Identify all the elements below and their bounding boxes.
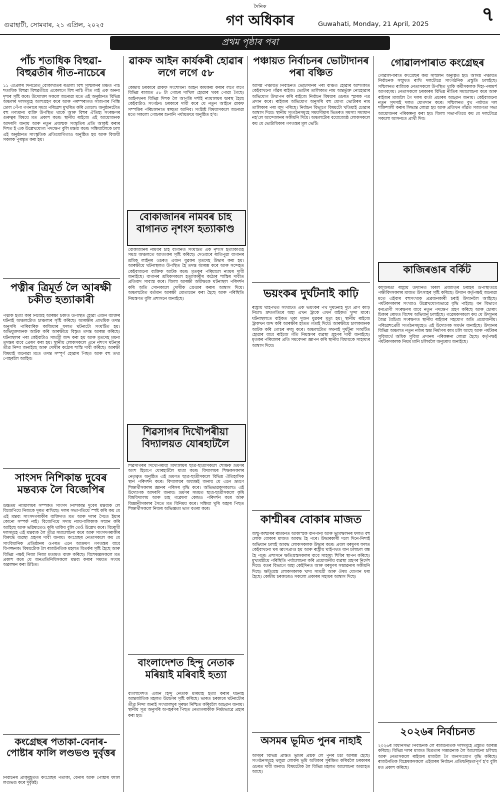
column-1 (0, 56, 124, 792)
article-bihu-body: ১১ এপ্ৰিলৰ দিনটোত বোকাখাতৰ ৰঙালী বিহু সন্মিলনৰ মঞ্চত পাঁচ শতাধিক বিহুৱা বিহুৱতীয়ে একেলগে বিহু নাচি গীত গাই এক অনন্য দৃশ্যৰ সৃষ্টি কৰে। উদ্যোক্তা সকলে জনোৱা মতে এই অনুষ্ঠানত বিভিন্ন অঞ্চলৰ দলসমূহে অংশগ্ৰহণ কৰে আৰু পৰম্পৰাগত সাজপাৰ পিন্ধি ঢোল পেঁপা গগনাৰে সমগ্ৰ পৰিৱেশ মুখৰিত কৰি তোলে। অনুষ্ঠানটোত বহু গণ্যমান্য ব্যক্তি উপস্থিত থাকে আৰু বিহুৰ ঐতিহ্য সংৰক্ষণৰ গুৰুত্বৰ বিষয়ে মত প্ৰকাশ কৰে। স্থানীয় ৰাইজে এই আয়োজনক আদৰণি জনায় আৰু নতুন প্ৰজন্মক সংস্কৃতিৰ প্ৰতি আকৃষ্ট কৰাৰ দিশত ই এক উল্লেখযোগ্য পদক্ষেপ বুলি মন্তব্য কৰে। সন্ধিয়ালৈকে চলা এই অনুষ্ঠানত সাংস্কৃতিক প্ৰতিযোগিতাও অনুষ্ঠিত হয় আৰু বিজয়ী সকলক পুৰস্কৃত কৰা হয়। (3, 84, 120, 144)
masthead-date-assamese: গুৱাহাটী, সোমবাৰ, ২১ এপ্ৰিল, ২০২৫ (4, 21, 105, 29)
article-bangladesh-body: বাংলাদেশত এজন হিন্দু নেতাক মৰিয়াই হত্যা কৰাৰ ঘটনাই আন্তৰ্জাতিক মহলত উদ্বেগৰ সৃষ্টি কৰিছে। ভাৰত চৰকাৰে ঘটনাটোৰ তীব্ৰ নিন্দা জনাই সংখ্যালঘুৰ সুৰক্ষা নিশ্চিত কৰিবলৈ আহ্বান জনায়। স্থানীয় সূত্ৰ অনুসৰি অপহৰণৰ পিছত নেতাগৰাকীক নিৰ্মমভাৱে প্ৰহাৰ কৰা হয়। (128, 692, 244, 719)
article-goalpara-body: গোৱালপাৰাত কংগ্ৰেছৰ কৰ্মী সন্মিলন অনুষ্ঠিত হয়। আসন্ন পঞ্চায়ত নিৰ্বাচনক সন্মুখত ৰাখি দলটোৱে সাংগঠনিক প্ৰস্তুতি চলাইছে। সন্মিলনত ৰাজ্যিক নেতাসকলে উপস্থিত থাকি কৰ্মীসকলক দিহা-পৰামৰ্শ আগবঢ়ায়। নেতাসকলে চৰকাৰৰ বিভিন্ন নীতিৰ সমালোচনা কৰে আৰু ৰাইজৰ মাজলৈ গৈ দলৰ বাৰ্তা প্ৰচাৰৰ আহ্বান জনায়। কেইবাজনো নতুন সদস্যই দলত যোগদান কৰে। সন্মিলনত বুথ পৰ্যায়ত দল শক্তিশালী কৰাৰ সিদ্ধান্ত লোৱা হয় আৰু প্ৰতিখন গাঁৱত সজাগতা সভা আয়োজনৰ পৰিকল্পনা কৰা হয়। জিলা সভাপতিয়ে কয় যে দলটোৱে সকলো আসনতে প্ৰাৰ্থী দিব। (378, 74, 497, 123)
article-wife-murder-body: পত্নীক হত্যা কৰি নিজেই আৰক্ষী চকীত উপস্থিত হোৱা এজন ব্যক্তিৰ ঘটনাই অঞ্চলটোত চাঞ্চল্যৰ সৃষ্টি কৰিছে। আৰক্ষীৰ প্ৰাথমিক তদন্ত অনুসৰি পাৰিবাৰিক কাজিয়াৰ ফলত ঘটনাটো সংঘটিত হয়। অভিযুক্তজনক আটক কৰি আৰক্ষীয়ে বিস্তৃত তদন্ত আৰম্ভ কৰিছে। ঘটনাস্থলৰ পৰা কেইবাটাও সামগ্ৰী জব্দ কৰা হয় আৰু মৃতদেহ ময়না তদন্তৰ বাবে প্ৰেৰণ কৰা হয়। স্থানীয় লোকসকলে এনে নৃশংস ঘটনাৰ তীব্ৰ নিন্দা জনাইছে আৰু দোষীৰ কঠোৰ শাস্তি দাবী কৰিছে। আৰক্ষী বিষয়াই জনোৱা মতে তদন্ত সম্পূৰ্ণ হোৱাৰ পিছত আৰু বহু তথ্য পোহৰলৈ আহিব। (3, 314, 120, 363)
newspaper-name: গণ অধিকাৰ (225, 13, 295, 29)
headline-road-accident: ভয়ংকৰ দুৰ্ঘটনাই কাঢ়ি (263, 287, 359, 300)
divider (252, 282, 370, 283)
headline-kashmir-mud: কাশ্মীৰৰ বোকাৰ মাজত (260, 513, 362, 526)
masthead-tagline: দৈনিক (253, 4, 267, 10)
divider (378, 722, 497, 723)
article-assam-land-body: অসমৰ বিভিন্ন প্ৰান্তত ভূমিৰ প্ৰশ্নক লৈ পুনৰ চৰ্চা আৰম্ভ হৈছে। সংগঠনসমূহে থলুৱা লোকৰ ভূমি অধিকাৰ সুৰক্ষিত কৰিবলৈ চৰকাৰৰ ওচৰত দাবী জনায়। বিষয়টোক লৈ বিভিন্ন মহলত আলোচনা অব্যাহত আছে। (252, 754, 370, 776)
section-banner: প্ৰথম পৃষ্ঠাৰ পৰা (110, 36, 390, 50)
headline-sivasagar-school: শিৱসাগৰ দিখৌপৰীয়া বিদ্যালয়ত যোৰহাটলৈ (141, 427, 230, 450)
headline-wife-murder: পত্নীৰ ত্ৰিমূৰ্ত লৈ আৰক্ষী চকীত হত্যাকাৰী (10, 282, 112, 307)
article-bokajan-body: বোকাজানৰ নামবৰ চাহ বাগানত সংঘটিত এক নৃশংস হত্যাকাণ্ডই সমগ্ৰ অঞ্চলতে আতংকৰ সৃষ্টি কৰিছে। দেওবাৰে ৰাতিপুৱা বাগানৰ শ্ৰমিক লাইনৰ ওচৰত এজন যুৱকৰ মৃতদেহ উদ্ধাৰ কৰা হয়। আৰক্ষীয়ে ঘটনাস্থলত উপস্থিত হৈ তদন্ত আৰম্ভ কৰে আৰু সন্দেহত কেইবাজনো ব্যক্তিক আটক কৰে। মৃতকৰ পৰিয়ালে ন্যায়ৰ দাবী জনাইছে। বাগানৰ শ্ৰমিকসকলে হত্যাকাৰীৰ কঠোৰ শাস্তিৰ দাবীত প্ৰতিবাদ সাব্যস্ত কৰে। জিলা আৰক্ষী অধীক্ষকে ঘটনাস্থল পৰিদৰ্শন কৰি অতি সোনকালে দোষীক গ্ৰেপ্তাৰ কৰাৰ আশ্বাস দিয়ে। অঞ্চলটোত বৰ্তমান আৰক্ষী মোতায়েন কৰা হৈছে আৰু পৰিস্থিতি নিয়ন্ত্ৰণত বুলি প্ৰশাসনে জনাইছে। (128, 248, 244, 302)
article-kaziranga-body: কাজিৰঙা ৰাষ্ট্ৰীয় উদ্যানত বিৰল প্ৰজাতিৰ চৰাইৰ উপস্থিতিয়ে পক্ষীবিদসকলৰ মাজত উৎসাহৰ সৃষ্টি কৰিছে। উদ্যান কৰ্তৃপক্ষই জনোৱা মতে এইবাৰ বহুসংখ্যক প্ৰব্ৰজনকাৰী চৰাই উদ্যানলৈ আহিছে। পৰ্যটকসকলৰ সংখ্যাও উল্লেখযোগ্যভাৱে বৃদ্ধি পাইছে। বন বিভাগে বন্যপ্ৰাণী সংৰক্ষণৰ বাবে নতুন পদক্ষেপ গ্ৰহণ কৰিছে আৰু চোৰাং চিকাৰ ৰোধত বিশেষ অভিযান চলাইছে। গৱেষকসকলে কয় যে উদ্যানৰ জৈৱ বৈচিত্ৰ্য সংৰক্ষণত স্থানীয় ৰাইজৰ সহযোগ অতি প্ৰয়োজনীয়। পৰিৱেশপ্ৰেমী সংগঠনসমূহেও এই উদ্যোগক সমৰ্থন জনাইছে। উদ্যানৰ বিভিন্ন অঞ্চলত নতুন নজৰ স্তম্ভ নিৰ্মাণৰ কাম চলি আছে আৰু পৰ্যটকৰ সুবিধাৰ্থে অধিক সুবিধা প্ৰদানৰ পৰিকল্পনা লোৱা হৈছে। কৰ্তৃপক্ষই পৰ্যটকসকলক নিয়ম মানি চলিবলৈ অনুৰোধ জনাইছে। (378, 286, 497, 346)
headline-waqf-law: ৱাকফ আইন কাৰ্যকৰী হোৱাৰ লগে লগে ৫৮ (128, 56, 244, 79)
divider (3, 734, 120, 735)
masthead (0, 0, 500, 35)
article-accident-body: ৰাষ্ট্ৰীয় ঘাইপথত সংঘটিত এক ভয়ংকৰ পথ দুৰ্ঘটনাই দুটা প্ৰাণ কাঢ়ি নিলে। দ্ৰুতগতিৰে অহা এখন ট্ৰাকে এখন বাইকত খুন্দা মাৰে। ঘটনাস্থলতে বাইকত থকা দুজন যুৱকৰ মৃত্যু হয়। স্থানীয় ৰাইজে ট্ৰাকখন জব্দ কৰি আৰক্ষীৰ হাতত গতাই দিয়ে। আৰক্ষীয়ে চালকজনক আটক কৰি গোচৰ ৰুজু কৰে। অঞ্চলটোত সঘনাই দুৰ্ঘটনা সংঘটিত হোৱাৰ বাবে ৰাইজে গতি নিয়ন্ত্ৰণৰ ব্যৱস্থা গ্ৰহণৰ দাবী জনাইছে। মৃতকৰ পৰিয়ালৰ প্ৰতি সমবেদনা জ্ঞাপন কৰি স্থানীয় বিধায়কে সাহায্যৰ আশ্বাস দিয়ে। (252, 306, 370, 349)
headline-assam-land: অসমৰ ভূমিত পুনৰ নাহাই (260, 736, 362, 747)
headline-bihu: পাঁচ শতাধিক বিহুৱা-বিহুৱতীৰ গীত-নাচেৰে (16, 56, 106, 79)
article-waqf-body: কেন্দ্ৰীয় চৰকাৰে ৱাকফ সংশোধনী আইন কাৰ্যকৰী কৰাৰ লগে লগে বিভিন্ন ৰাজ্যত ৫৮ টা গোচৰ দাখিল হোৱাৰ খবৰ পোৱা গৈছে। আইনখনৰ বিভিন্ন দিশক লৈ আপত্তি দৰ্শাই ন্যায়ালয়ৰ দ্বাৰস্থ হৈছে কেইবাটাও সংগঠন। চৰকাৰে দাবী কৰে যে নতুন আইনে ৱাকফ সম্পত্তিৰ পৰিচালনাত স্বচ্ছতা আনিব। সংশ্লিষ্ট বিষয়াসকলে জনোৱা মতে সকলো গোচৰৰ শুনানি পৰ্যায়ক্ৰমে অনুষ্ঠিত হ'ব। (128, 86, 244, 119)
column-3 (249, 56, 374, 792)
masthead-date-english: Guwahati, Monday, 21 April, 2025 (318, 20, 429, 28)
page-number: ৭ (481, 2, 495, 26)
article-sivasagar-body: শিৱসাগৰৰ দিখৌপৰীয়া বিদ্যালয়ৰ ছাত্ৰ-ছাত্ৰীসকলে শৈক্ষিক ভ্ৰমণৰ অংশ হিচাপে যোৰহাটলৈ যাত্ৰা কৰে। বিদ্যালয়ৰ শিক্ষকসকলৰ নেতৃত্বত অনুষ্ঠিত এই ভ্ৰমণত ছাত্ৰ-ছাত্ৰীসকলে বিভিন্ন ঐতিহাসিক স্থান পৰিদৰ্শন কৰে। বিদ্যালয়ৰ অধ্যক্ষই জনায় যে এনে ভ্ৰমণে শিক্ষাৰ্থীসকলৰ জ্ঞানৰ পৰিসৰ বৃদ্ধি কৰে। অভিভাৱকসকলেও এই উদ্যোগক আদৰণি জনায়। ভ্ৰমণৰ সময়ত ছাত্ৰ-ছাত্ৰীসকলে কৃষি বিশ্ববিদ্যালয় আৰু চাহ গৱেষণা কেন্দ্ৰও পৰিদৰ্শন কৰে আৰু বিজ্ঞানীসকলৰ সৈতে মত বিনিময় কৰে। সন্ধিয়া ঘূৰি অহাৰ পিছত শিক্ষাৰ্থীসকলে নিজৰ অভিজ্ঞতা ভাগ বতৰা কৰে। (128, 464, 244, 513)
headline-goalpara-congress: গোৱালপাৰাত কংগ্ৰেছৰ (390, 58, 485, 69)
divider (252, 510, 370, 511)
headline-2026-election: ২০২৬ৰ নিৰ্বাচনত (400, 726, 475, 738)
headline-dubey-remark: সাংসদ নিশিকান্ত দুবেৰ মন্তব্যক লৈ বিজেপিৰ (15, 472, 107, 497)
article-congress-banner-body: নিৰ্বাচনৰ প্ৰাক্‌মুহূৰ্তত কংগ্ৰেছৰ পতাকা, বেনাৰ আৰু পোষ্টাৰ ফালি লণ্ডভণ্ড কৰে দুৰ্বৃত্তই। (3, 776, 120, 787)
headline-congress-banner: কংগ্ৰেছৰ পতাকা-বেনাৰ-পোষ্টাৰ ফালি লণ্ডভণ্ড দুৰ্বৃত্তৰ (6, 737, 116, 759)
headline-panchayat-election: পঞ্চায়ত নিৰ্বাচনৰ ভোটাদানৰ পৰা বঞ্চিত (253, 56, 369, 79)
article-panchayat-body: আসন্ন পঞ্চায়ত নিৰ্বাচনত ভোটাদানৰ পৰা বঞ্চিত হোৱাৰ আশংকাত কেইবাখনো গাঁৱৰ ৰাইজ। ভোটাৰ তালিকাত নাম অন্তৰ্ভুক্ত নোহোৱাৰ অভিযোগ উত্থাপন কৰি ৰাইজে নিৰ্বাচন বিষয়াৰ ওচৰত স্মাৰক পত্ৰ প্ৰদান কৰে। ৰাইজৰ অভিযোগ অনুসৰি বহু যোগ্য ভোটাৰৰ নাম তালিকাৰ পৰা বাদ পৰিছে। নিৰ্বাচন বিভাগে বিষয়টো খতিয়াই চোৱাৰ আশ্বাস দিয়ে। স্থানীয় সংগঠনসমূহে সময়সীমাৰ ভিতৰত সমস্যা সমাধান নহ'লে আন্দোলনৰ সকীয়নি দিয়ে। অঞ্চলটোৰ বয়োজ্যেষ্ঠ লোকসকলে কয় যে ভোটাধিকাৰ গণতন্ত্ৰৰ মূল ভেটি। (252, 84, 370, 127)
divider (3, 278, 120, 279)
divider (128, 654, 244, 655)
divider (3, 468, 120, 469)
article-kashmir-body: জম্মু-কাশ্মীৰৰ ৰামবনত আকস্মিক বানপানী আৰু ভূমিস্খলনৰ ফলত বহু লোক বোকাৰ মাজত আবদ্ধ হৈ পৰে। উদ্ধাৰকাৰী দলে দিনে-নিশাই অভিযান চলাই আবদ্ধ লোকসকলক উদ্ধাৰ কৰে। প্ৰবল বৰষুণৰ ফলত কেইবাখনো ঘৰ ধ্বংসপ্ৰাপ্ত হয় আৰু ৰাষ্ট্ৰীয় ঘাইপথত যান চলাচল বন্ধ হৈ পৰে। প্ৰশাসনে ক্ষতিগ্ৰস্তসকলৰ বাবে সাহায্য শিবিৰ স্থাপন কৰিছে। মুখ্যমন্ত্ৰীয়ে পৰিস্থিতি পৰ্যালোচনা কৰি প্ৰয়োজনীয় ব্যৱস্থা গ্ৰহণৰ নিৰ্দেশ দিয়ে। বতৰ বিভাগে অহা কেইদিনত আৰু বৰষুণৰ সম্ভাৱনাৰ সকীয়নি দিছে। ক্ষতিগ্ৰস্ত লোকসকলক খাদ্য সামগ্ৰী আৰু ঔষধ যোগান ধৰা হৈছে। কেন্দ্ৰীয় চৰকাৰেও সকলো প্ৰকাৰৰ সহায়ৰ আশ্বাস দিছে। (252, 532, 370, 581)
headline-kaziranga: কাজিৰঙাৰ বৰ্কিট (403, 265, 471, 276)
newspaper-logo (205, 4, 315, 29)
headline-bangladesh-hindu-leader: বাংলাদেশত হিন্দু নেতাক মৰিয়াই মৰিবাই হত্যা (137, 658, 235, 681)
headline-bokajan-murder: বোকাজানৰ নামবৰ চাহ বাগানত নৃশংস হত্যাকাণ্ড (136, 212, 235, 235)
article-dubey-body: উচ্চতম ন্যায়ালয়ৰ সম্পৰ্কত সাংসদ নিশিকান্ত দুবেৰ মন্তব্যক লৈ বিজেপিয়ে নিজকে দূৰত ৰাখিছে। দলৰ সভাপতিয়ে স্পষ্ট কৰি কয় যে এই মন্তব্য সাংসদগৰাকীৰ ব্যক্তিগত মত আৰু দলৰ সৈতে ইয়াৰ কোনো সম্পৰ্ক নাই। বিজেপিয়ে সদায় ন্যায়পালিকাক সন্মান কৰি আহিছে আৰু ভৱিষ্যতেও কৰি থাকিব বুলি তেওঁ উল্লেখ কৰে। বিৰোধী দলসমূহে এই মন্তব্যক লৈ তীব্ৰ সমালোচনা কৰে আৰু সাংসদগৰাকীৰ বিৰুদ্ধে ব্যৱস্থা গ্ৰহণৰ দাবী জনায়। কংগ্ৰেছৰ নেতাসকলে কয় যে সাংবিধানিক প্ৰতিষ্ঠানৰ ওপৰত এনে আক্ৰমণ গণতন্ত্ৰৰ বাবে বিপজ্জনক। বিষয়টোক লৈ ৰাজনৈতিক মহলত বিতৰ্কৰ সৃষ্টি হৈছে আৰু বিভিন্ন পক্ষই নিজা নিজা মতামত ব্যক্ত কৰিছে। বিশেষজ্ঞসকলে মত প্ৰকাশ কৰে যে জনপ্ৰতিনিধিসকলে মন্তব্য কৰাৰ সময়ত সংযম অৱলম্বন কৰা উচিত। (3, 504, 120, 569)
article-2026-body: ২০২৬ৰ বিধানসভা নিৰ্বাচনক লৈ ৰাজনৈতিক দলসমূহে প্ৰস্তুতি আৰম্ভ কৰিছে। বিভিন্ন দলৰ মাজত মিত্ৰতাৰ সম্ভাৱনাক লৈ আলোচনা চলিছে আৰু নেতাসকলে ৰাইজৰ মাজলৈ গৈ জনসংযোগ বৃদ্ধি কৰিছে। ৰাজনৈতিক বিশ্লেষকসকলে এইবাৰৰ নিৰ্বাচন প্ৰতিদ্বন্দ্বিতাপূৰ্ণ হ'ব বুলি মত প্ৰকাশ কৰিছে। (378, 744, 497, 771)
divider (252, 732, 370, 733)
column-4 (375, 56, 500, 792)
column-2 (125, 56, 248, 792)
